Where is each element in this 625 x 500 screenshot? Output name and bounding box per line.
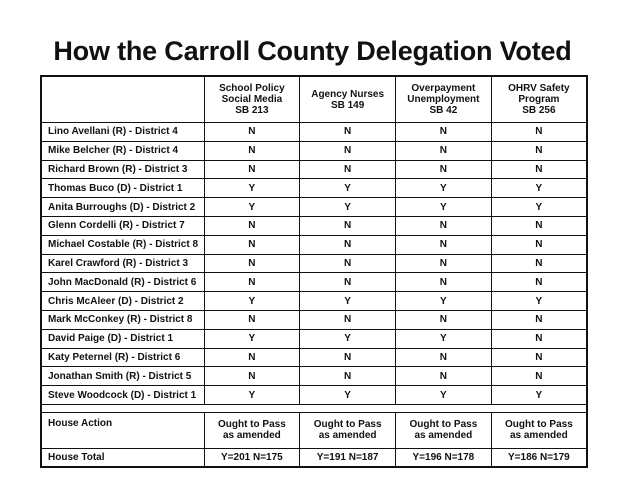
spacer-row [41, 404, 587, 412]
vote-cell: Y [300, 179, 396, 198]
bill-header-line: Unemployment [407, 94, 480, 105]
vote-cell: Y [204, 198, 300, 217]
vote-cell: Y [204, 179, 300, 198]
table-row [41, 273, 587, 292]
vote-cell: N [204, 216, 300, 235]
table-row [41, 179, 587, 198]
house-action-line: Ought to Pass [313, 419, 382, 431]
member-name: Karel Crawford (R) - District 3 [41, 254, 204, 273]
member-name: Thomas Buco (D) - District 1 [41, 179, 204, 198]
member-name: Anita Burroughs (D) - District 2 [41, 198, 204, 217]
vote-cell: N [491, 310, 587, 329]
vote-cell: N [396, 216, 492, 235]
member-name: David Paige (D) - District 1 [41, 329, 204, 348]
table-row [41, 198, 587, 217]
vote-cell: N [491, 254, 587, 273]
vote-cell: N [300, 216, 396, 235]
house-action-line: as amended [318, 430, 377, 442]
house-action-row [41, 412, 587, 448]
member-name: Steve Woodcock (D) - District 1 [41, 386, 204, 405]
house-action-line: as amended [414, 430, 473, 442]
house-total-cell: Y=186 N=179 [491, 448, 587, 467]
table-row [41, 123, 587, 142]
vote-cell: N [300, 160, 396, 179]
house-action-line: as amended [222, 430, 281, 442]
house-action-cell [396, 412, 492, 448]
bill-header-line: SB 149 [330, 99, 365, 111]
vote-cell: N [396, 235, 492, 254]
vote-cell: N [491, 160, 587, 179]
table-row [41, 235, 587, 254]
vote-cell: Y [204, 329, 300, 348]
vote-cell: Y [300, 329, 396, 348]
vote-cell: N [204, 348, 300, 367]
table-row [41, 216, 587, 235]
vote-cell: Y [491, 198, 587, 217]
table-row [41, 160, 587, 179]
table-row [41, 254, 587, 273]
house-action-cell [300, 412, 396, 448]
house-action-cell [204, 412, 300, 448]
vote-cell: Y [491, 292, 587, 311]
vote-cell: Y [204, 292, 300, 311]
bill-header-line: SB 42 [429, 105, 458, 116]
bill-header-line: Overpayment [411, 83, 476, 94]
member-name: Mark McConkey (R) - District 8 [41, 310, 204, 329]
vote-cell: N [396, 160, 492, 179]
vote-cell: Y [491, 386, 587, 405]
member-name: Michael Costable (R) - District 8 [41, 235, 204, 254]
vote-cell: N [491, 329, 587, 348]
table-row [41, 292, 587, 311]
member-name: Mike Belcher (R) - District 4 [41, 141, 204, 160]
vote-cell: N [204, 367, 300, 386]
vote-cell: Y [300, 292, 396, 311]
bill-header-line: Agency Nurses [311, 88, 385, 100]
bill-header-line: Program [518, 94, 560, 105]
vote-cell: N [491, 367, 587, 386]
vote-cell: Y [396, 292, 492, 311]
member-name: Lino Avellani (R) - District 4 [41, 123, 204, 142]
bill-header-line: SB 256 [522, 105, 556, 116]
bill-header-line: OHRV Safety [508, 83, 570, 94]
vote-cell: N [491, 235, 587, 254]
vote-cell: N [300, 254, 396, 273]
bill-header-sb149 [300, 76, 396, 123]
table-header-row [41, 76, 587, 123]
house-total-label: House Total [41, 448, 204, 467]
vote-cell: N [204, 310, 300, 329]
table-row [41, 386, 587, 405]
vote-cell: N [396, 348, 492, 367]
house-action-label: House Action [41, 412, 204, 448]
vote-cell: N [396, 141, 492, 160]
vote-cell: N [300, 141, 396, 160]
table-row [41, 141, 587, 160]
vote-cell: N [204, 141, 300, 160]
bill-header-line: School Policy [219, 83, 285, 94]
member-name: Jonathan Smith (R) - District 5 [41, 367, 204, 386]
member-name: Chris McAleer (D) - District 2 [41, 292, 204, 311]
vote-cell: N [204, 160, 300, 179]
vote-cell: N [396, 254, 492, 273]
house-action-cell [491, 412, 587, 448]
vote-cell: N [491, 348, 587, 367]
vote-cell: N [491, 273, 587, 292]
bill-header-line: SB 213 [235, 105, 269, 116]
vote-cell: N [300, 367, 396, 386]
page-title: How the Carroll County Delegation Voted [53, 36, 572, 66]
house-action-line: Ought to Pass [409, 419, 478, 431]
spacer-cell [41, 404, 587, 412]
vote-cell: Y [396, 179, 492, 198]
header-blank-cell [41, 76, 204, 123]
vote-cell: N [300, 235, 396, 254]
house-action-line: Ought to Pass [217, 419, 286, 431]
vote-table [40, 75, 588, 468]
vote-cell: N [300, 123, 396, 142]
vote-cell: N [300, 310, 396, 329]
vote-cell: Y [396, 386, 492, 405]
vote-cell: N [491, 123, 587, 142]
member-name: Katy Peternel (R) - District 6 [41, 348, 204, 367]
house-action-line: Ought to Pass [504, 419, 573, 431]
vote-cell: N [491, 141, 587, 160]
house-total-cell: Y=191 N=187 [300, 448, 396, 467]
vote-cell: Y [396, 198, 492, 217]
vote-cell: N [396, 367, 492, 386]
vote-cell: N [300, 348, 396, 367]
vote-cell: N [396, 273, 492, 292]
table-row [41, 310, 587, 329]
table-row [41, 367, 587, 386]
vote-cell: Y [204, 386, 300, 405]
vote-cell: Y [300, 386, 396, 405]
vote-cell: N [396, 123, 492, 142]
table-row [41, 329, 587, 348]
vote-cell: N [204, 273, 300, 292]
vote-cell: N [396, 310, 492, 329]
house-total-cell: Y=196 N=178 [396, 448, 492, 467]
bill-header-sb256 [491, 76, 587, 123]
bill-header-sb42 [396, 76, 492, 123]
house-total-row [41, 448, 587, 467]
house-action-line: as amended [509, 430, 568, 442]
vote-cell: N [204, 235, 300, 254]
bill-header-sb213 [204, 76, 300, 123]
vote-cell: Y [396, 329, 492, 348]
vote-cell: N [300, 273, 396, 292]
vote-cell: N [204, 123, 300, 142]
member-name: Richard Brown (R) - District 3 [41, 160, 204, 179]
vote-cell: Y [300, 198, 396, 217]
bill-header-line: Social Media [221, 94, 283, 105]
table-row [41, 348, 587, 367]
member-name: Glenn Cordelli (R) - District 7 [41, 216, 204, 235]
house-total-cell: Y=201 N=175 [204, 448, 300, 467]
vote-cell: N [491, 216, 587, 235]
vote-cell: N [204, 254, 300, 273]
member-name: John MacDonald (R) - District 6 [41, 273, 204, 292]
vote-cell: Y [491, 179, 587, 198]
